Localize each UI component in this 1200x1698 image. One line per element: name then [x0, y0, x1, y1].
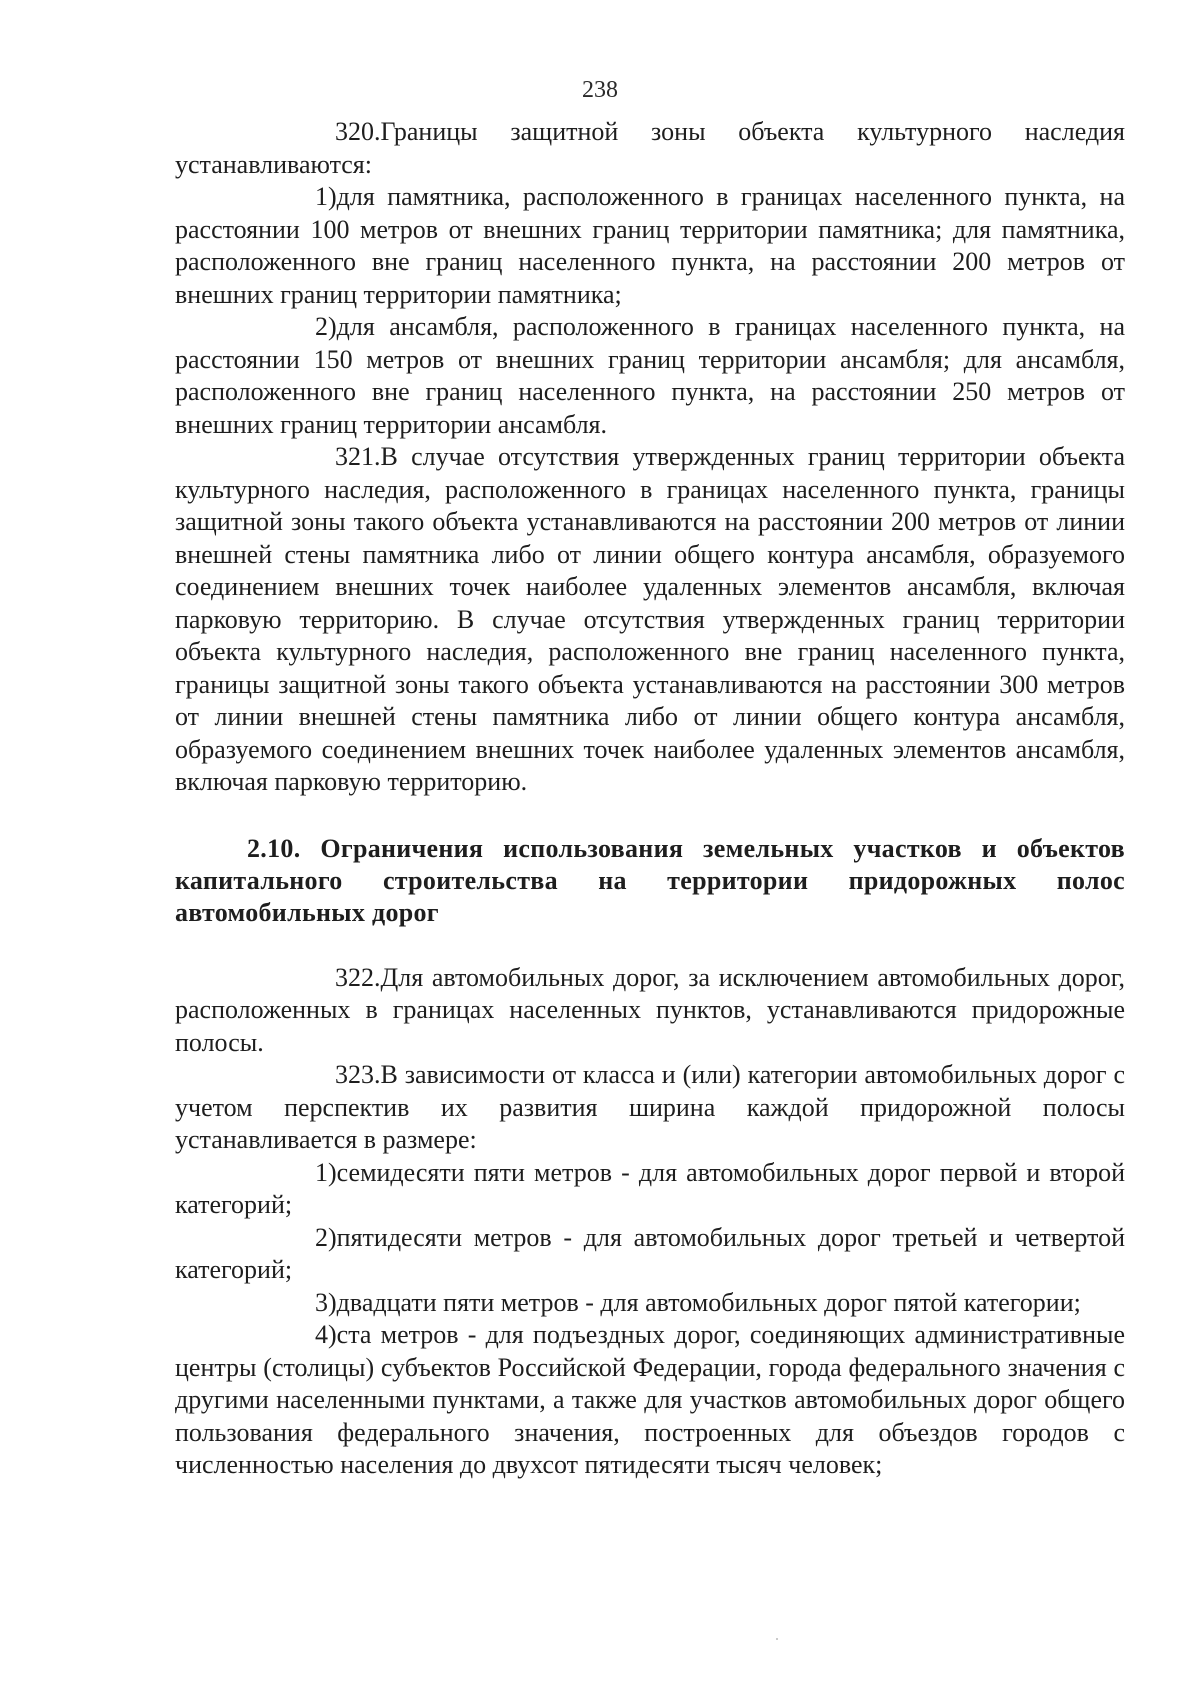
paragraph-320 — [175, 116, 1125, 181]
paragraph-number: 321. — [335, 442, 381, 471]
paragraph-321 — [175, 441, 1125, 799]
section-heading: 2.10. Ограничения использования земельных участков и объектов капитального строительства на территории придорожных полос автомобильных дорог — [175, 833, 1125, 927]
list-item-number: 1) — [315, 182, 337, 211]
document-body — [175, 116, 1125, 1482]
list-item-number: 2) — [315, 312, 337, 341]
list-item-text: двадцати пяти метров - для автомобильных дорог пятой категории; — [336, 1287, 1081, 1317]
list-item-number: 2) — [315, 1222, 337, 1252]
paragraph-text: Границы защитной зоны объекта культурного наследия устанавливаются: — [175, 117, 1125, 179]
list-item-text: пятидесяти метров - для автомобильных дорог третьей и четвертой категорий; — [175, 1222, 1125, 1284]
paragraph-320-item-2 — [175, 311, 1125, 441]
paragraph-323-item-2 — [175, 1222, 1125, 1287]
page-number: 238 — [582, 77, 618, 103]
paragraph-322 — [175, 962, 1125, 1060]
scan-speck — [776, 1638, 778, 1640]
paragraph-323-item-1 — [175, 1157, 1125, 1222]
list-item-number: 4) — [315, 1320, 337, 1349]
paragraph-number: 322. — [335, 962, 381, 992]
paragraph-323-item-4 — [175, 1319, 1125, 1482]
list-item-number: 3) — [315, 1287, 337, 1317]
paragraph-text: В случае отсутствия утвержденных границ территории объекта культурного наследия, расположенного в границах населенного пункта, границы защитной зоны такого объекта устанавливаются на расстоянии 200 метров от линии внешней стены памятника либо от линии общего контура ансамбля, образуемого соединением внешних точек наиболее удаленных элементов ансамбля, включая парковую территорию. В случае отсутствия утвержденных границ территории объекта культурного наследия, расположенного вне границ населенного пункта, границы защитной зоны такого объекта устанавливаются на расстоянии 300 метров от линии внешней стены памятника либо от линии общего контура ансамбля, образуемого соединением внешних точек наиболее удаленных элементов ансамбля, включая парковую территорию. — [175, 442, 1125, 796]
paragraph-number: 323. — [335, 1060, 381, 1089]
paragraph-323 — [175, 1059, 1125, 1157]
list-item-text: для памятника, расположенного в границах населенного пункта, на расстоянии 100 метров от внешних границ территории памятника; для памятника, расположенного вне границ населенного пункта, на расстоянии 200 метров от внешних границ территории памятника; — [175, 182, 1125, 309]
paragraph-number: 320. — [335, 117, 381, 146]
list-item-text: для ансамбля, расположенного в границах населенного пункта, на расстоянии 150 метров от внешних границ территории ансамбля; для ансамбля, расположенного вне границ населенного пункта, на расстоянии 250 метров от внешних границ территории ансамбля. — [175, 312, 1125, 439]
paragraph-320-item-1 — [175, 181, 1125, 311]
paragraph-text: В зависимости от класса и (или) категории автомобильных дорог с учетом перспектив их развития ширина каждой придорожной полосы устанавливается в размере: — [175, 1060, 1125, 1154]
list-item-text: ста метров - для подъездных дорог, соединяющих административные центры (столицы) субъектов Российской Федерации, города федерального значения с другими населенными пунктами, а также для участков автомобильных дорог общего пользования федерального значения, построенных для объездов городов с численностью населения до двухсот пятидесяти тысяч человек; — [175, 1320, 1125, 1479]
paragraph-text: Для автомобильных дорог, за исключением автомобильных дорог, расположенных в границах населенных пунктов, устанавливаются придорожные полосы. — [175, 962, 1125, 1057]
list-item-number: 1) — [315, 1157, 337, 1187]
list-item-text: семидесяти пяти метров - для автомобильных дорог первой и второй категорий; — [175, 1157, 1125, 1219]
paragraph-323-item-3 — [175, 1287, 1125, 1320]
